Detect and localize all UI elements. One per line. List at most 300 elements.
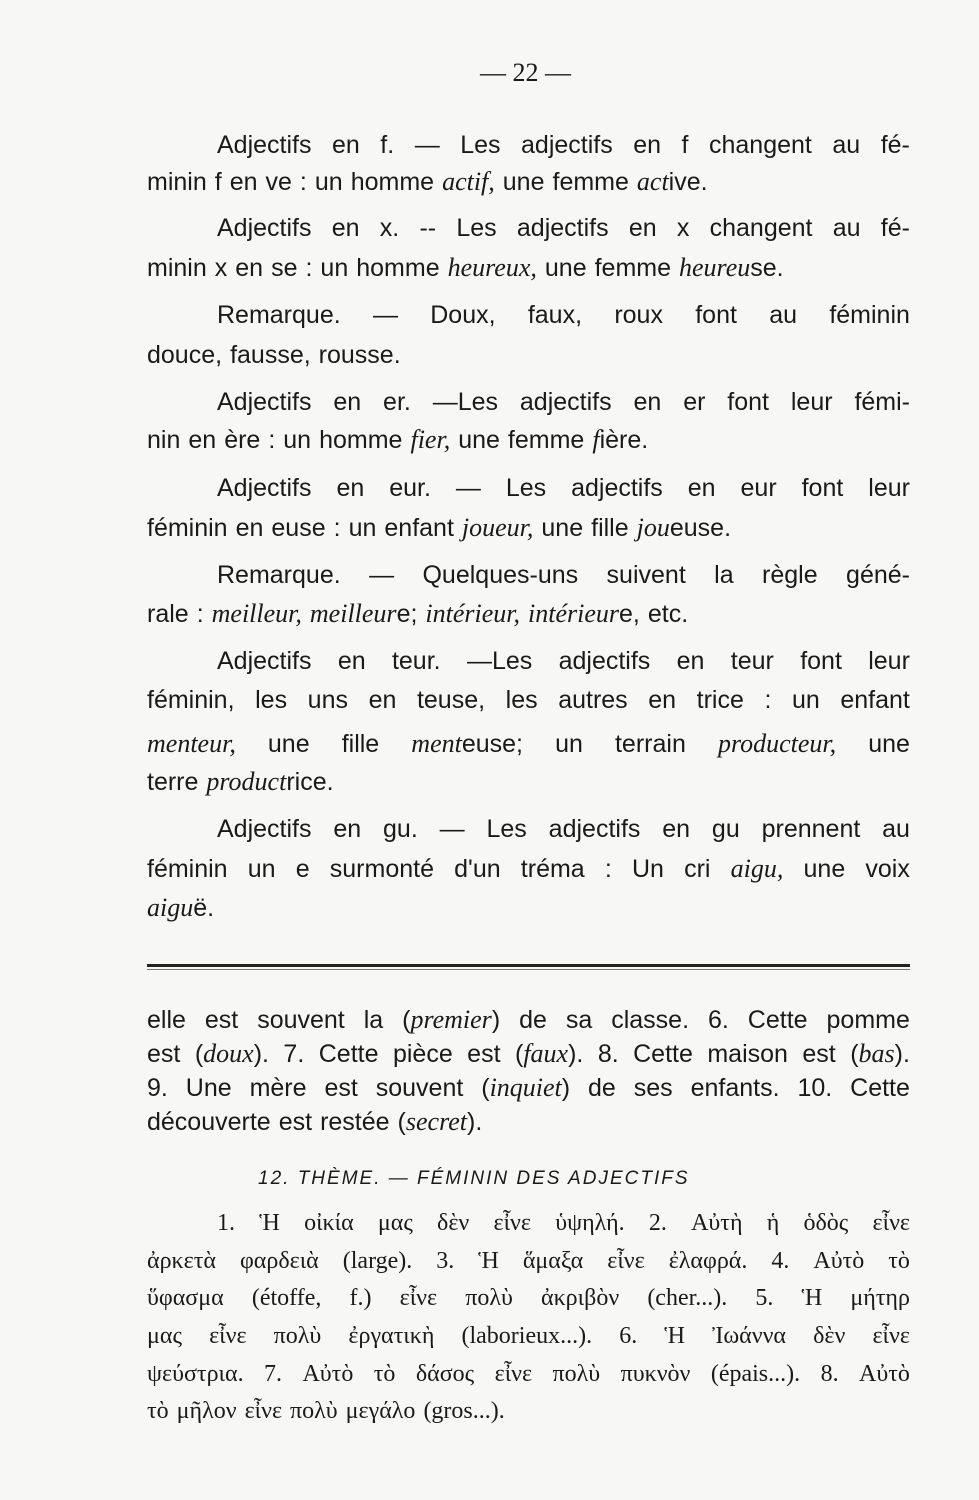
text-line [147, 1283, 910, 1313]
text: en [331, 214, 360, 242]
text: la [714, 561, 734, 589]
text: ière. [599, 426, 649, 454]
text: ) [491, 1006, 501, 1034]
word [334, 513, 341, 543]
italic-text: bas [858, 1039, 895, 1068]
text: un [348, 514, 377, 542]
text: ( [397, 1108, 406, 1136]
word [437, 1208, 469, 1238]
word [800, 646, 842, 676]
text: οἰκία [304, 1210, 354, 1236]
text: font [727, 388, 769, 416]
italic-text: producteur, [717, 729, 837, 758]
word [305, 253, 312, 283]
word [460, 130, 500, 160]
text: la [363, 1006, 384, 1034]
word [422, 560, 578, 590]
text: leur [868, 474, 910, 502]
word [425, 599, 520, 629]
text: en [337, 647, 366, 675]
word [400, 1283, 437, 1313]
text: 6. [619, 1323, 638, 1349]
text: ive. [668, 168, 708, 196]
word [333, 814, 361, 844]
text: Adjectifs [217, 131, 312, 159]
word [268, 425, 275, 455]
text: πολὺ [273, 1323, 322, 1349]
italic-text: meilleur [309, 599, 397, 628]
text: ). [568, 1040, 584, 1068]
text: un [320, 254, 349, 282]
word [677, 646, 705, 676]
word [197, 599, 204, 629]
text: en [368, 686, 397, 714]
word [682, 130, 689, 160]
text-line [147, 1039, 910, 1069]
text: Quelques-uns [422, 561, 579, 589]
word [248, 854, 276, 884]
text: au [882, 815, 910, 843]
text: découverte [147, 1108, 271, 1136]
word [478, 1246, 499, 1276]
word [454, 854, 500, 884]
word [330, 854, 434, 884]
word [634, 1073, 673, 1103]
text: x [214, 254, 228, 282]
word [664, 1321, 685, 1351]
italic-text: heureu [679, 253, 751, 282]
word [712, 1321, 786, 1351]
word [147, 1005, 186, 1035]
word [633, 130, 661, 160]
word [217, 1208, 235, 1238]
text: ère [224, 426, 261, 454]
text: voix [865, 855, 910, 883]
text: eur. [389, 474, 431, 502]
text: fille [341, 730, 380, 758]
text: δὲν [437, 1210, 470, 1236]
word [727, 387, 769, 417]
word [873, 1208, 910, 1238]
text: changent [709, 214, 813, 242]
word [755, 1283, 773, 1313]
text: Αὐτὴ [691, 1210, 743, 1236]
word [279, 1107, 312, 1137]
word [271, 513, 325, 543]
word [549, 814, 641, 844]
text: féminin, [147, 686, 235, 714]
word [351, 167, 434, 197]
text: roux [614, 301, 663, 329]
text: euse; [461, 730, 524, 758]
word [177, 1396, 237, 1426]
word [147, 340, 222, 370]
text: une [544, 254, 587, 282]
page-number: — 22 — [480, 58, 571, 87]
word [595, 253, 671, 283]
text: 8. [597, 1040, 619, 1068]
text: fé- [880, 131, 910, 159]
text: est [324, 1074, 358, 1102]
text: suivent [606, 561, 686, 589]
text: Ἡ [664, 1323, 685, 1349]
word [714, 560, 733, 590]
text: ) [561, 1074, 571, 1102]
word [495, 1359, 532, 1389]
text: sa [565, 1006, 593, 1034]
text: eur [740, 474, 777, 502]
word [147, 253, 207, 283]
text: mère [249, 1074, 307, 1102]
text: ). [253, 1040, 269, 1068]
text: nin [147, 426, 181, 454]
text: autres [558, 686, 628, 714]
italic-text: product [206, 767, 287, 796]
text: ( [402, 1006, 411, 1034]
text: en [333, 388, 362, 416]
text: Cette [318, 1040, 379, 1068]
word [440, 814, 465, 844]
text: un [247, 855, 276, 883]
text-line [217, 646, 910, 676]
word [791, 387, 833, 417]
text: πολὺ [290, 1398, 338, 1424]
word [629, 213, 657, 243]
word [467, 1039, 500, 1069]
word [376, 1073, 464, 1103]
word [607, 1246, 644, 1276]
word [621, 1359, 691, 1389]
text: x [676, 214, 690, 242]
word [442, 167, 495, 197]
text: Cette [633, 1040, 693, 1068]
text-line [147, 685, 910, 715]
word [433, 387, 498, 417]
text: ὑψηλή. [555, 1210, 625, 1236]
word [383, 814, 418, 844]
text: Adjectifs [217, 474, 312, 502]
word [392, 646, 441, 676]
text: adjectifs [516, 214, 609, 242]
word [217, 560, 341, 590]
text-line [147, 1396, 910, 1426]
text: en [633, 131, 662, 159]
italic-text: secret [405, 1107, 467, 1136]
word [792, 685, 820, 715]
word [415, 130, 440, 160]
word [850, 1039, 910, 1069]
word [364, 1005, 383, 1035]
text: est [204, 1006, 239, 1034]
word [648, 599, 688, 629]
text: Ἰωάννα [712, 1323, 786, 1349]
word [592, 425, 648, 455]
text: d'un [454, 855, 501, 883]
text: en [229, 168, 258, 196]
text-line [147, 1321, 910, 1351]
text: -- [419, 214, 437, 242]
word [456, 473, 481, 503]
text-line [147, 767, 910, 797]
text: un [283, 426, 312, 454]
text: fé- [880, 214, 910, 242]
word [591, 513, 629, 543]
text-line [147, 599, 910, 629]
word [416, 1359, 474, 1389]
text: leur [790, 388, 833, 416]
text: une [502, 168, 545, 196]
text: tréma [520, 855, 585, 883]
italic-text: actif, [442, 167, 495, 196]
word [767, 1208, 780, 1238]
text-line [147, 167, 910, 197]
text: εἶνε [209, 1323, 247, 1349]
text: un [314, 168, 343, 196]
text: en [648, 686, 677, 714]
text: ἀρκετὰ [147, 1248, 216, 1274]
word [881, 213, 910, 243]
word [343, 1246, 413, 1276]
word [346, 1396, 416, 1426]
text: f [214, 168, 222, 196]
word [423, 1396, 504, 1426]
word [771, 1246, 789, 1276]
italic-text: meilleur, [211, 599, 302, 628]
word [147, 1396, 169, 1426]
word [854, 387, 910, 417]
text: : [196, 600, 204, 628]
word [506, 685, 538, 715]
text: φαρδειὰ [239, 1248, 319, 1274]
word [217, 814, 311, 844]
word [271, 253, 297, 283]
text: ἀκριβὸν [541, 1285, 620, 1311]
text: géné- [846, 561, 910, 589]
word [802, 1039, 835, 1069]
text: Les [456, 214, 497, 242]
word [813, 1246, 864, 1276]
word [748, 1005, 808, 1035]
word [274, 1321, 322, 1351]
text: μῆλον [176, 1398, 237, 1424]
text: (laborieux...). [461, 1323, 593, 1349]
text: 4. [771, 1248, 790, 1274]
text: est [147, 1040, 181, 1068]
italic-text: intérieur [528, 599, 620, 628]
text: adjectifs [521, 131, 613, 159]
text: homme [319, 426, 403, 454]
text-line [147, 513, 910, 543]
word [515, 1039, 583, 1069]
word [342, 729, 380, 759]
italic-text: f [592, 425, 600, 454]
text: Les [460, 131, 501, 159]
text: adjectifs [519, 388, 612, 416]
text: changent [709, 131, 812, 159]
word [319, 425, 402, 455]
text: féminin [147, 855, 228, 883]
text: μήτηρ [850, 1285, 910, 1311]
word [380, 130, 394, 160]
text-line [147, 854, 910, 884]
text: Doux, [430, 301, 496, 329]
word [393, 1039, 453, 1069]
word [147, 513, 228, 543]
text: 10. [797, 1074, 833, 1102]
text: féminin [147, 514, 228, 542]
word [255, 685, 287, 715]
word [240, 1246, 319, 1276]
text: (gros...). [423, 1398, 505, 1424]
text: en [331, 131, 360, 159]
text: e [295, 855, 310, 883]
word [637, 513, 731, 543]
word [205, 1005, 238, 1035]
text: εἶνε [493, 1210, 531, 1236]
word [605, 854, 612, 884]
word [872, 1321, 909, 1351]
word [804, 1208, 849, 1238]
text: ( [481, 1074, 490, 1102]
word [517, 213, 609, 243]
word [304, 1208, 354, 1238]
word [319, 1039, 379, 1069]
text: 9. [147, 1074, 168, 1102]
word [649, 1208, 667, 1238]
text: μεγάλο [345, 1398, 416, 1424]
text: femme [552, 168, 629, 196]
word [333, 387, 361, 417]
text: 6. [707, 1006, 729, 1034]
word [374, 1359, 396, 1389]
word [813, 1321, 845, 1351]
text: f. [380, 131, 395, 159]
text: en [662, 815, 691, 843]
italic-text: intérieur, [425, 599, 521, 628]
word [840, 685, 910, 715]
text: prennent [761, 815, 861, 843]
text: 8. [820, 1361, 839, 1387]
word [283, 425, 311, 455]
text: en [687, 474, 716, 502]
text: 2. [648, 1210, 667, 1236]
text: εἶνε [872, 1323, 910, 1349]
word [147, 1321, 182, 1351]
text: τὸ [373, 1361, 396, 1387]
text: Ἡ [478, 1248, 499, 1274]
text: — [414, 131, 440, 159]
text: se. [750, 254, 784, 282]
text: εἶνε [494, 1361, 533, 1387]
word [217, 130, 311, 160]
text: teuse, [416, 686, 486, 714]
word [378, 1208, 413, 1238]
text: un [555, 730, 583, 758]
text: —Les [466, 647, 533, 675]
word [349, 1283, 371, 1313]
text: : [305, 254, 313, 282]
text: Adjectifs [217, 815, 312, 843]
text: une [803, 855, 846, 883]
word [487, 814, 527, 844]
word [710, 213, 813, 243]
text: Αὐτὸ [813, 1248, 865, 1274]
text: Ἡ [801, 1285, 823, 1311]
word [684, 854, 710, 884]
word [410, 425, 450, 455]
word [503, 167, 545, 197]
text: pièce [392, 1040, 453, 1068]
word [147, 1039, 180, 1069]
text: f [681, 131, 689, 159]
word [266, 167, 292, 197]
text: Adjectifs [217, 214, 312, 242]
text: τὸ [888, 1248, 910, 1274]
word [252, 1283, 322, 1313]
word [541, 513, 583, 543]
word [448, 253, 537, 283]
word [850, 1073, 910, 1103]
text: Αὐτὸ [859, 1361, 910, 1387]
text: Ἡ [259, 1210, 280, 1236]
text: uns [307, 686, 348, 714]
text: gu [711, 815, 740, 843]
text: Un [631, 855, 664, 883]
text: Αὐτὸ [302, 1361, 354, 1387]
text: de [588, 1074, 616, 1102]
word [804, 854, 846, 884]
text: : [604, 855, 612, 883]
word [338, 646, 366, 676]
word [555, 729, 583, 759]
text: est [467, 1040, 501, 1068]
text: font [801, 474, 844, 502]
word [712, 814, 740, 844]
word [679, 253, 784, 283]
text-line [217, 387, 910, 417]
word [494, 1208, 531, 1238]
text: Remarque. [217, 561, 341, 589]
text: e; [396, 600, 418, 628]
text: ἐλαφρά. [668, 1248, 748, 1274]
text-line [147, 425, 910, 455]
text: f.) [349, 1285, 372, 1311]
word [147, 599, 189, 629]
text: classe. [611, 1006, 690, 1034]
text: er. [383, 388, 411, 416]
text: surmonté [329, 855, 434, 883]
text: (cher...). [647, 1285, 728, 1311]
word [147, 1107, 271, 1137]
text: τὸ [147, 1398, 169, 1424]
word [648, 685, 676, 715]
text: 3. [436, 1248, 455, 1274]
text: règle [762, 561, 818, 589]
word [411, 729, 523, 759]
italic-text: jou [636, 513, 670, 542]
word [559, 646, 651, 676]
text: πυκνὸν [620, 1361, 691, 1387]
text: εἶνε [399, 1285, 438, 1311]
text: teur. [391, 647, 441, 675]
word [711, 1359, 800, 1389]
text: Les [505, 474, 547, 502]
text: — [369, 561, 395, 589]
text-line [147, 1107, 910, 1137]
text: (large). [342, 1248, 413, 1274]
word [212, 599, 302, 629]
text: fausse, [230, 341, 311, 369]
